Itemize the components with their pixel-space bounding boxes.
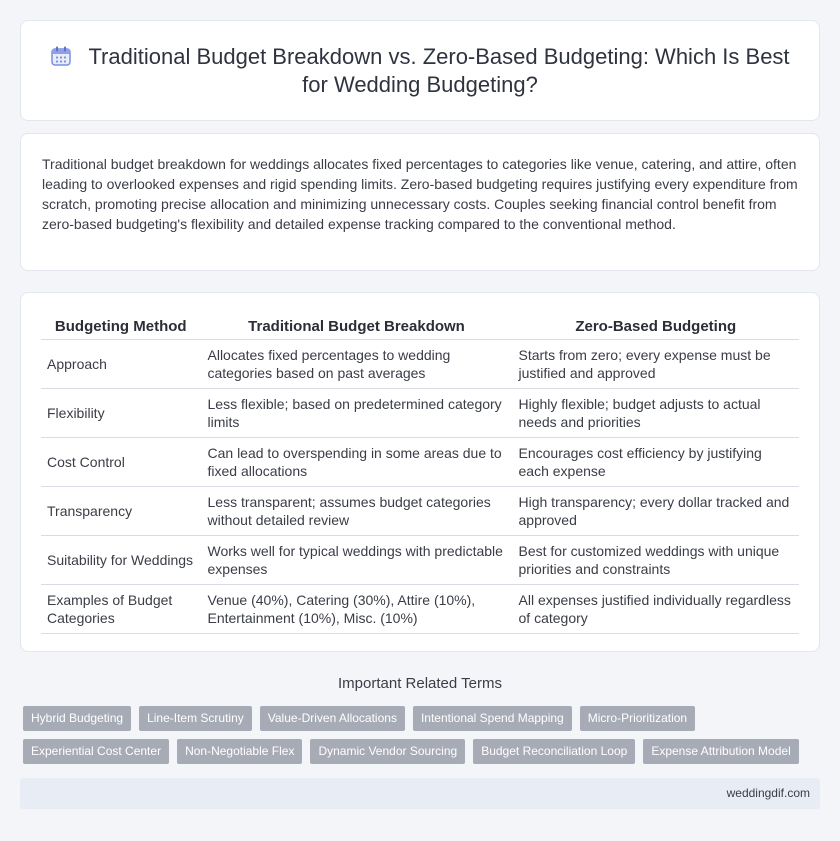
page-title-text: Traditional Budget Breakdown vs. Zero-Based Budgeting: Which Is Best for Wedding Budgeting? [88,43,790,97]
zero-based-cell: Highly flexible; budget adjusts to actual needs and priorities [512,389,799,438]
traditional-cell: Venue (40%), Catering (30%), Attire (10%), Entertainment (10%), Misc. (10%) [201,585,512,634]
page-title [41,43,799,99]
zero-based-cell: All expenses justified individually regardless of category [512,585,799,634]
summary-paragraph: Traditional budget breakdown for weddings allocates fixed percentages to categories like venue, catering, and attire, often leading to overlooked expenses and rigid spending limits. Zero-based budgeting requires justifying every expenditure from scratch, promoting precise allocation and minimizing unnecessary costs. Couples seeking financial control benefit from zero-based budgeting's flexibility and detailed expense tracking compared to the conventional method. [42,156,798,232]
zero-based-cell: Best for customized weddings with unique priorities and constraints [512,536,799,585]
related-term-tag[interactable]: Non-Negotiable Flex [177,739,302,764]
footer-site-link[interactable]: weddingdif.com [726,786,810,800]
calendar-icon [50,45,72,67]
traditional-cell: Can lead to overspending in some areas due to fixed allocations [201,438,512,487]
comparison-table [41,315,799,634]
related-term-tag[interactable]: Experiential Cost Center [23,739,169,764]
footer [20,778,820,809]
header-traditional: Traditional Budget Breakdown [201,315,512,340]
table-row [41,536,799,585]
related-term-tag[interactable]: Expense Attribution Model [643,739,798,764]
table-row [41,487,799,536]
zero-based-cell: Starts from zero; every expense must be justified and approved [512,340,799,389]
related-term-tag[interactable]: Budget Reconciliation Loop [473,739,635,764]
row-label: Flexibility [41,389,201,438]
related-terms-tags [23,706,813,764]
table-row [41,585,799,634]
header-budgeting-method: Budgeting Method [41,315,201,340]
table-row [41,340,799,389]
title-wrap [21,21,819,120]
row-label: Suitability for Weddings [41,536,201,585]
table-row [41,438,799,487]
zero-based-cell: Encourages cost efficiency by justifying each expense [512,438,799,487]
related-term-tag[interactable]: Value-Driven Allocations [260,706,405,731]
title-card [20,20,820,121]
related-term-tag[interactable]: Micro-Prioritization [580,706,695,731]
summary-card [20,133,820,271]
traditional-cell: Less flexible; based on predetermined category limits [201,389,512,438]
comparison-table-card [20,292,820,652]
row-label: Cost Control [41,438,201,487]
table-header-row [41,315,799,340]
traditional-cell: Allocates fixed percentages to wedding categories based on past averages [201,340,512,389]
related-terms-title: Important Related Terms [338,675,502,692]
header-zero-based: Zero-Based Budgeting [512,315,799,340]
table-row [41,389,799,438]
zero-based-cell: High transparency; every dollar tracked and approved [512,487,799,536]
row-label: Transparency [41,487,201,536]
related-term-tag[interactable]: Hybrid Budgeting [23,706,131,731]
traditional-cell: Works well for typical weddings with predictable expenses [201,536,512,585]
traditional-cell: Less transparent; assumes budget categories without detailed review [201,487,512,536]
related-term-tag[interactable]: Line-Item Scrutiny [139,706,252,731]
related-term-tag[interactable]: Intentional Spend Mapping [413,706,572,731]
row-label: Approach [41,340,201,389]
related-term-tag[interactable]: Dynamic Vendor Sourcing [310,739,465,764]
row-label: Examples of Budget Categories [41,585,201,634]
